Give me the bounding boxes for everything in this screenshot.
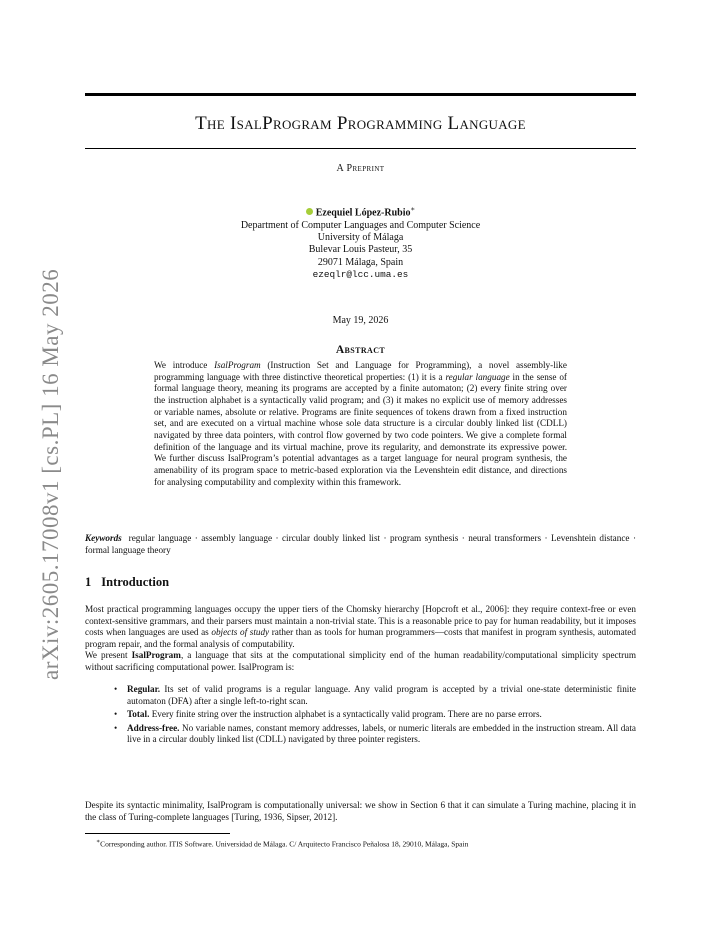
keywords-label: Keywords: [85, 533, 122, 543]
abstract-emphasis-1: IsalProgram: [214, 360, 261, 370]
author-email[interactable]: ezeqlr@lcc.uma.es: [312, 268, 409, 280]
intro-paragraph-3: Despite its syntactic minimality, IsalProgram is computationally universal: we show in Section 6 that it can simulate a Turing machine, placing it in the class of Turing-complete languages [Turing, 1936, Sipser, 2012].: [85, 800, 636, 822]
list-item: [113, 709, 636, 721]
section-number: 1: [85, 575, 92, 589]
author-city: 29071 Málaga, Spain: [317, 256, 404, 268]
footnote: [96, 838, 468, 849]
author-block: [85, 203, 636, 281]
author-footnote-mark: ∗: [410, 205, 416, 213]
bullet-heading: Address-free.: [127, 722, 180, 733]
footnote-mark: ∗: [96, 839, 101, 845]
abstract-text-1: We introduce: [154, 360, 215, 370]
bullet-heading: Total.: [127, 709, 150, 720]
abstract-text-3: in the sense of formal language theory, meaning its programs are accepted by a finite automaton; (2) every finite string over the instruction alphabet is a syntactically valid program; and (3) it makes no explicit use of memory addresses or variable names, absolute or relative. Programs are finite sequences of tokens drawn from a fixed instruction set, and are executed on a virtual machine whose sole data structure is a circular doubly linked list (CDLL) navigated by three data pointers, with control flow governed by two code pointers. We give a complete formal definition of the language and its virtual machine, prove its regularity, and demonstrate its expressive power. We further discuss IsalProgram’s potential advantages as a target language for neural program synthesis, the amenability of its program space to metric-based exploration via the Levenshtein edit distance, and directions for analysing computability and complexity within this framework.: [154, 371, 567, 487]
intro-p1-emphasis: objects of study: [211, 627, 270, 638]
list-item: [113, 684, 636, 707]
bullet-icon: •: [114, 684, 118, 694]
paper-title: [85, 113, 636, 135]
bullet-icon: •: [114, 722, 118, 733]
abstract-emphasis-2: regular language: [445, 371, 510, 382]
footnote-text: Corresponding author. ITIS Software. Universidad de Málaga. C/ Arquitecto Francisco Peñalosa 18, 29010, Málaga, Spain: [100, 839, 469, 849]
abstract-body: [154, 360, 567, 488]
keywords-block: [85, 533, 636, 556]
abstract-text-2: (Instruction Set and Language for Programming), a novel assembly-like programming language with three distinctive theoretical properties: (1) it is a: [154, 360, 567, 382]
orcid-icon[interactable]: [306, 208, 313, 215]
intro-paragraph-1: [85, 604, 636, 650]
intro-p2-text-c: , a language that sits at the computational simplicity end of the human readability/computational simplicity spectrum without sacrificing computational power. IsalProgram is:: [85, 650, 636, 672]
bullet-text: Its set of valid programs is a regular language. Any valid program is accepted by a trivial one-state deterministic finite automaton (DFA) after a single left-to-right scan.: [127, 684, 636, 706]
arxiv-identifier: arXiv:2605.17008v1 [cs.PL] 16 May 2026: [38, 268, 63, 680]
bullet-text: Every finite string over the instruction alphabet is a syntactically valid program. There are no parse errors.: [149, 709, 542, 720]
author-name: Ezequiel López-Rubio: [315, 207, 411, 219]
footnote-rule: [85, 833, 230, 834]
author-street: Bulevar Louis Pasteur, 35: [308, 244, 413, 256]
section-heading: [85, 575, 169, 590]
author-university: University of Málaga: [317, 231, 404, 243]
property-list: [113, 684, 636, 748]
bullet-heading: Regular.: [127, 684, 161, 694]
intro-p1-text-a: Most practical programming languages occupy the upper tiers of the Chomsky hierarchy [Hopcroft et al., 2006]: they require context-free or even context-sensitive grammars, and their parsers must maintain a non-trivial state. This is a reasonable price to pay for human readability, but it imposes costs when languages are used as: [85, 604, 636, 638]
author-line: [85, 203, 636, 220]
title-bottom-rule: [85, 148, 636, 149]
intro-p1-text-b: rather than as tools for human programmers—costs that manifest in program synthesis, automated program repair, and the formal analysis of computability.: [85, 627, 636, 649]
intro-p2-bold: IsalProgram: [131, 650, 181, 660]
keywords-list: regular language · assembly language · circular doubly linked list · program synthesis · neural transformers · Levenshtein distance · formal language theory: [85, 533, 636, 555]
intro-paragraph-2: [85, 650, 636, 673]
paper-date: May 19, 2026: [332, 315, 389, 326]
title-top-rule: [85, 93, 636, 96]
intro-p2-text-a: We present: [85, 650, 132, 660]
bullet-icon: •: [114, 709, 118, 720]
list-item: [113, 723, 636, 746]
paper-title-text: The IsalProgram Programming Language: [195, 113, 526, 134]
abstract-heading: Abstract: [335, 344, 386, 356]
author-department: Department of Computer Languages and Computer Science: [240, 219, 481, 231]
section-title: Introduction: [101, 575, 170, 589]
bullet-text: No variable names, constant memory addresses, labels, or numeric literals are embedded in the instruction stream. All data live in a circular doubly linked list (CDLL) navigated by three pointer registers.: [127, 722, 636, 745]
preprint-label: A Preprint: [336, 163, 385, 174]
